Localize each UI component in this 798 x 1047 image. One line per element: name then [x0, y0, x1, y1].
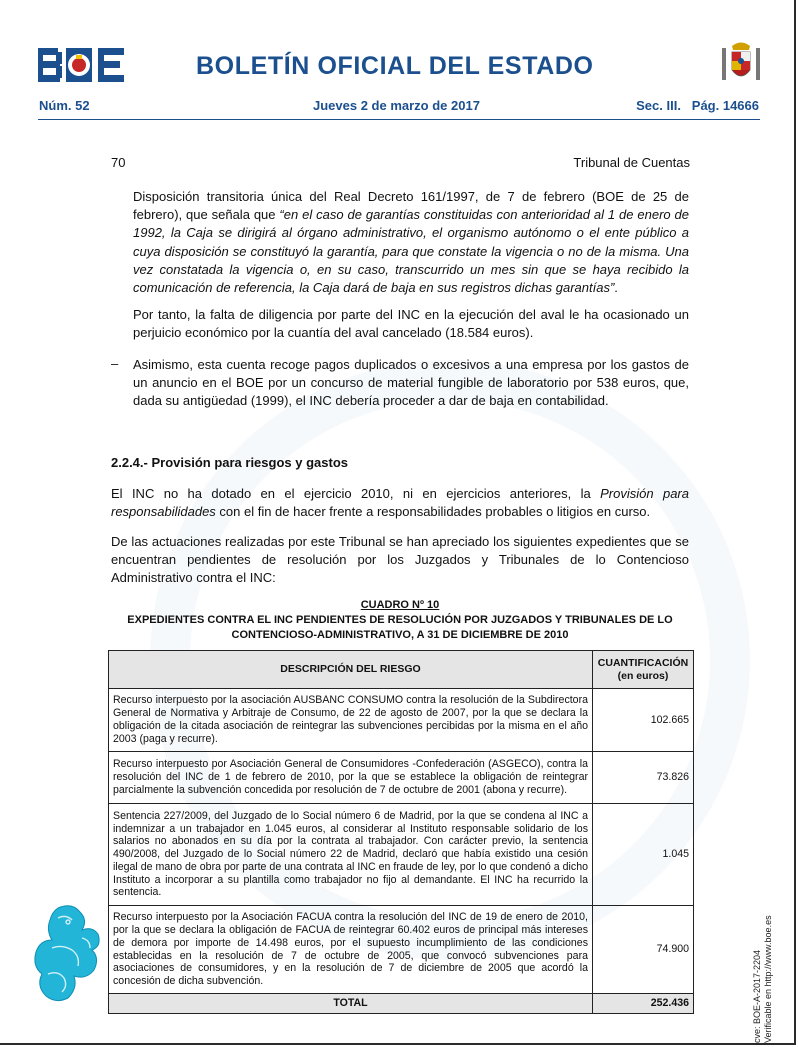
issue-date: Jueves 2 de marzo de 2017 [313, 98, 480, 113]
paragraph-text: El INC no ha dotado en el ejercicio 2010, ni en ejercicios anteriores, la [111, 486, 601, 501]
table-total-row [109, 994, 694, 1014]
inner-page-number: 70 [111, 155, 126, 170]
table-row [109, 752, 694, 804]
column-header-amount-label: CUANTIFICACIÓN [597, 656, 689, 669]
risk-amount: 102.665 [593, 689, 694, 752]
risk-amount: 73.826 [593, 752, 694, 804]
paragraph-provision [111, 485, 689, 521]
table-row [109, 906, 694, 994]
risk-description: Recurso interpuesto por la asociación AUSBANC CONSUMO contra la resolución de la Subdirectora General de Normativa y Arbitraje de Consumo, de 22 de agosto de 2007, por la que se declara la obligación de la citada asociación de reintegrar las subvenciones percibidas por la misma en el año 2003 (paga y recurre). [109, 689, 593, 752]
table-title: EXPEDIENTES CONTRA EL INC PENDIENTES DE RESOLUCIÓN POR JUZGADOS Y TRIBUNALES DE LO CONTENCIOSO-ADMINISTRATIVO, A 31 DE DICIEMBRE DE 2010 [127, 614, 673, 641]
risk-table [108, 650, 694, 1014]
quoted-text: “en el caso de garantías constituidas con anterioridad al 1 de enero de 1992, la Caja se dirigirá al órgano administrativo, el organismo autónomo o el ente público a cuya disposición se constituyó la garantía, para que constate la vigencia o no de la misma. Una vez constatada la vigencia o, en su caso, transcurrido un mes sin que se haya recibido la comunicación de referencia, la Caja dará de baja en sus registros dichas garantías” [133, 207, 689, 296]
cve-code: cve: BOE-A-2017-2204 [752, 949, 762, 1043]
paragraph-diligence: Por tanto, la falta de diligencia por parte del INC en la ejecución del aval le ha ocasionado un perjuicio económico por la cuantía del aval cancelado (18.584 euros). [133, 307, 689, 341]
bullet-dash: – [111, 356, 119, 371]
organization-name: Tribunal de Cuentas [573, 155, 690, 170]
section-heading: 2.2.4.- Provisión para riesgos y gastos [111, 455, 348, 470]
column-header-description: DESCRIPCIÓN DEL RIESGO [109, 651, 593, 689]
issue-number: Núm. 52 [39, 98, 90, 113]
total-amount: 252.436 [593, 994, 694, 1014]
column-header-amount [593, 651, 694, 689]
header-divider [38, 119, 760, 120]
risk-amount: 1.045 [593, 804, 694, 906]
risk-description: Recurso interpuesto por Asociación General de Consumidores -Confederación (ASGECO), contra la resolución del INC de 1 de febrero de 2010, por la que se establece la obligación de reintegrar parcialmente la subvención concedida por resolución de 7 de octubre de 2001 (abona y recurre). [109, 752, 593, 804]
risk-amount: 74.900 [593, 906, 694, 994]
griffin-icon [28, 900, 108, 1010]
publication-title: BOLETÍN OFICIAL DEL ESTADO [196, 52, 594, 80]
verification-note [752, 915, 774, 1043]
total-label: TOTAL [109, 994, 593, 1014]
table-header-row [109, 651, 694, 689]
section-page: Sec. III. Pág. 14666 [636, 98, 759, 113]
table-row [109, 804, 694, 906]
coat-of-arms-icon [716, 38, 766, 88]
paragraph-text: con el fin de hacer frente a responsabilidades probables o litigios en curso. [215, 504, 651, 520]
boe-logo-icon [38, 46, 124, 84]
issue-meta [39, 98, 759, 114]
paragraph-proceedings: De las actuaciones realizadas por este Tribunal se han apreciado los siguientes expedientes que se encuentran pendientes de resolución por los Juzgados y Tribunales de lo Contencioso Administrativo contra el INC: [111, 534, 689, 586]
risk-description: Recurso interpuesto por la Asociación FACUA contra la resolución del INC de 19 de enero de 2010, por la que se declara la obligación de FACUA de reintegrar 60.402 euros de principal más intereses de demora por importe de 14.498 euros, por el supuesto incumplimiento de las condiciones establecidas en la resolución de 7 de octubre de 2005, que convocó subvenciones para asociaciones de consumidores, y en la resolución de 7 de diciembre de 2005 que acordó la concesión de dicha subvención. [109, 906, 593, 994]
column-header-amount-unit: (en euros) [617, 669, 669, 682]
paragraph-text: Disposición transitoria única del Real Decreto 161/1997, de 7 de febrero (BOE de 25 de febrero), que señala que [133, 189, 689, 223]
paragraph-duplicate-payments: Asimismo, esta cuenta recoge pagos duplicados o excesivos a una empresa por los gastos de un anuncio en el BOE por un concurso de material fungible de laboratorio por 538 euros, que, dada su antigüedad (1999), el INC debería proceder a dar de baja en contabilidad. [133, 357, 689, 409]
verification-url: Verificable en http://www.boe.es [763, 915, 773, 1043]
italic-term: Provisión para responsabilidades [111, 486, 689, 520]
paragraph-transitory-provision [133, 188, 689, 297]
risk-description: Sentencia 227/2009, del Juzgado de lo Social número 6 de Madrid, por la que se condena al INC a indemnizar a un trabajador en 1.045 euros, al considerar al Instituto responsable solidario de los salarios no abonados en su día por la contrata al trabajador. Con carácter previo, la sentencia 490/2008, del Juzgado de lo Social número 22 de Madrid, declaró que había existido una cesión ilegal de mano de obra por parte de una contrata al INC en fraude de ley, por lo que condenó a dicho Instituto a incorporar a su plantilla como trabajador no fijo al demandante. El INC ha recurrido la sentencia. [109, 804, 593, 906]
table-number: CUADRO Nº 10 [360, 599, 440, 611]
table-row [109, 689, 694, 752]
paragraph-text: . [614, 280, 618, 296]
